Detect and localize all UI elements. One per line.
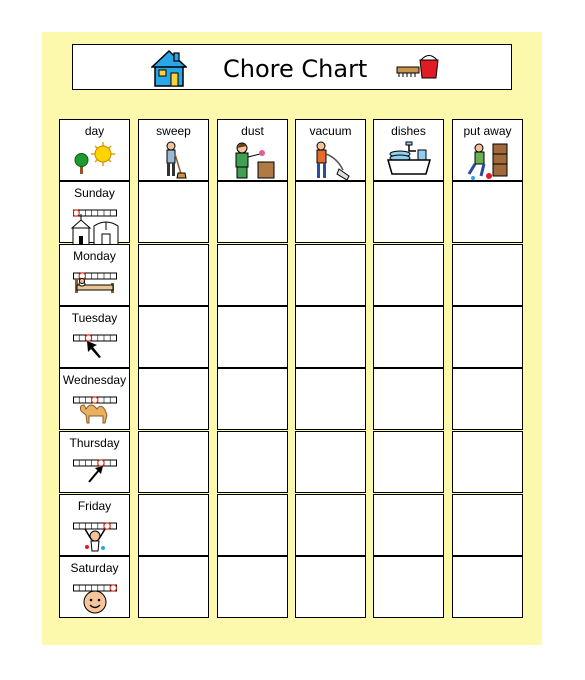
day-label: Monday	[73, 249, 116, 263]
chore-cell-saturday-dust[interactable]	[217, 556, 288, 618]
tree-sun-icon	[71, 140, 119, 181]
chore-cell-friday-put-away[interactable]	[452, 494, 523, 556]
column-header-sweep	[138, 119, 209, 181]
column-header-vacuum	[295, 119, 366, 181]
day-cell-monday	[59, 244, 130, 306]
chore-cell-friday-dishes[interactable]	[373, 494, 444, 556]
person-vacuuming-icon	[309, 140, 353, 187]
smiley-face-icon	[82, 589, 108, 620]
day-cell-thursday	[59, 431, 130, 493]
chore-cell-sunday-dust[interactable]	[217, 181, 288, 243]
chore-cell-saturday-sweep[interactable]	[138, 556, 209, 618]
chore-cell-tuesday-put-away[interactable]	[452, 306, 523, 368]
chore-cell-wednesday-dust[interactable]	[217, 368, 288, 430]
sink-dishes-icon	[386, 140, 432, 181]
day-label: Thursday	[69, 436, 120, 450]
column-header-put-away	[452, 119, 523, 181]
arrow-icon	[85, 339, 105, 364]
chore-cell-thursday-dust[interactable]	[217, 431, 288, 493]
chore-cell-monday-sweep[interactable]	[138, 244, 209, 306]
camel-icon	[77, 401, 113, 430]
day-cell-saturday	[59, 556, 130, 618]
chore-cell-thursday-vacuum[interactable]	[295, 431, 366, 493]
chore-cell-monday-vacuum[interactable]	[295, 244, 366, 306]
day-cell-sunday	[59, 181, 130, 243]
day-label: Saturday	[70, 561, 119, 575]
column-header-label: dishes	[391, 124, 426, 138]
column-header-dust	[217, 119, 288, 181]
day-cell-wednesday	[59, 368, 130, 430]
chore-cell-sunday-vacuum[interactable]	[295, 181, 366, 243]
chore-cell-thursday-sweep[interactable]	[138, 431, 209, 493]
chore-cell-thursday-dishes[interactable]	[373, 431, 444, 493]
chore-cell-wednesday-dishes[interactable]	[373, 368, 444, 430]
chore-cell-wednesday-put-away[interactable]	[452, 368, 523, 430]
column-header-label: put away	[463, 124, 512, 138]
day-label: Sunday	[74, 186, 115, 200]
chore-cell-saturday-dishes[interactable]	[373, 556, 444, 618]
person-sweeping-icon	[159, 140, 189, 185]
chore-cell-tuesday-sweep[interactable]	[138, 306, 209, 368]
chore-cell-friday-vacuum[interactable]	[295, 494, 366, 556]
column-header-label: vacuum	[309, 124, 352, 138]
day-label: Tuesday	[71, 311, 118, 325]
person-putting-away-icon	[465, 140, 511, 185]
chore-cell-sunday-dishes[interactable]	[373, 181, 444, 243]
chore-cell-saturday-vacuum[interactable]	[295, 556, 366, 618]
column-header-dishes	[373, 119, 444, 181]
chore-cell-tuesday-vacuum[interactable]	[295, 306, 366, 368]
column-header-label: dust	[241, 124, 264, 138]
chore-cell-monday-dust[interactable]	[217, 244, 288, 306]
column-header-label: day	[84, 124, 105, 138]
house-icon	[151, 49, 187, 92]
day-label: Wednesday	[62, 373, 127, 387]
chore-cell-friday-sweep[interactable]	[138, 494, 209, 556]
page-title: Chore Chart	[223, 55, 368, 83]
chore-cell-wednesday-sweep[interactable]	[138, 368, 209, 430]
chore-cell-wednesday-vacuum[interactable]	[295, 368, 366, 430]
person-dusting-icon	[230, 140, 276, 185]
chore-cell-friday-dust[interactable]	[217, 494, 288, 556]
chore-cell-monday-dishes[interactable]	[373, 244, 444, 306]
chore-cell-monday-put-away[interactable]	[452, 244, 523, 306]
chore-cell-tuesday-dust[interactable]	[217, 306, 288, 368]
arrow-up-icon	[85, 464, 105, 489]
chore-cell-tuesday-dishes[interactable]	[373, 306, 444, 368]
column-header-day	[59, 119, 130, 181]
brush-bucket-icon	[396, 54, 440, 85]
chore-cell-thursday-put-away[interactable]	[452, 431, 523, 493]
person-celebrating-icon	[82, 527, 108, 558]
column-header-label: sweep	[156, 124, 191, 138]
title-box	[72, 44, 512, 90]
day-label: Friday	[77, 499, 112, 513]
chore-cell-sunday-put-away[interactable]	[452, 181, 523, 243]
chore-cell-saturday-put-away[interactable]	[452, 556, 523, 618]
bed-icon	[73, 277, 117, 300]
day-cell-tuesday	[59, 306, 130, 368]
day-cell-friday	[59, 494, 130, 556]
chore-cell-sunday-sweep[interactable]	[138, 181, 209, 243]
